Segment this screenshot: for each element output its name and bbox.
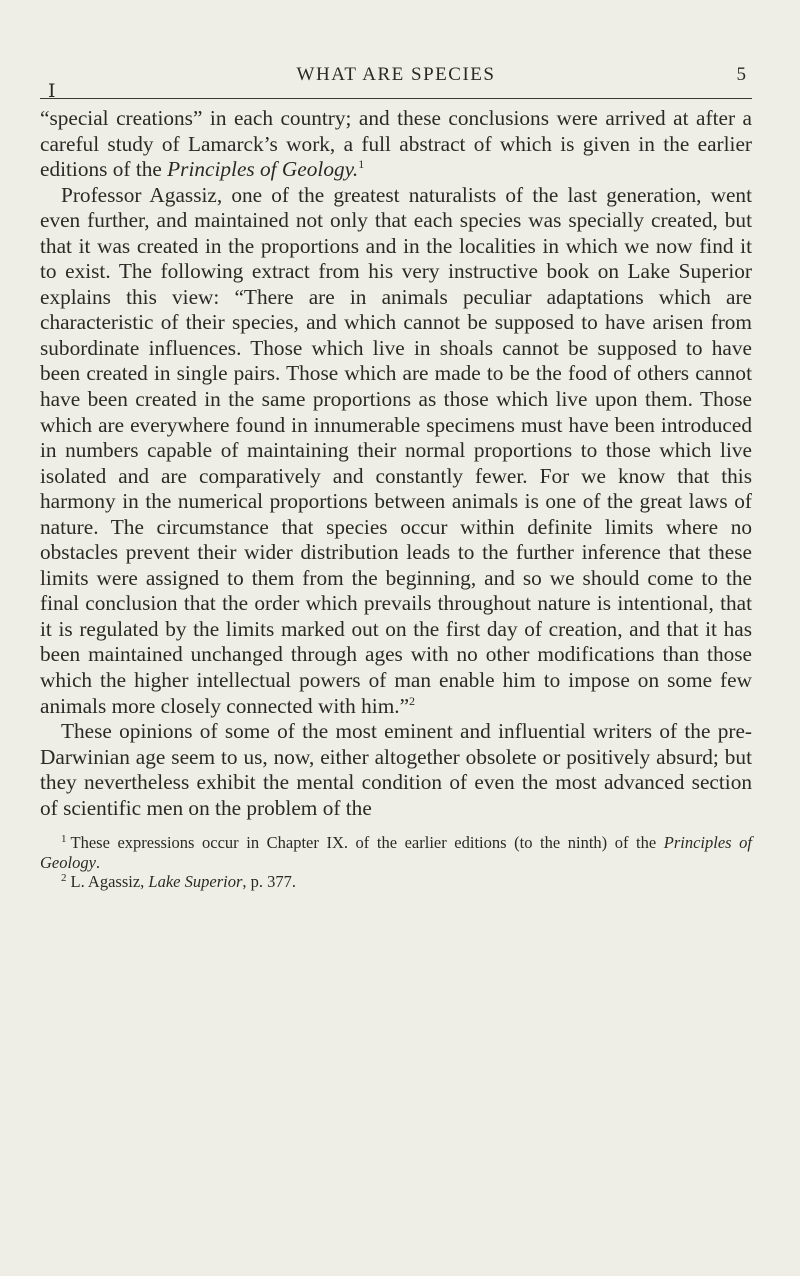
- footnote-1-text: These expressions occur in Chapter IX. of the earlier editions (to the ninth) of the: [70, 833, 664, 853]
- footnote-2-text: L. Agassiz,: [70, 872, 149, 892]
- running-head-title: WHAT ARE SPECIES: [296, 64, 496, 85]
- footnote-1: [40, 833, 752, 872]
- paragraph-2-text: Professor Agassiz, one of the greatest naturalists of the last generation, went even further, and maintained not only that each species was specially created, but that it was created in the proportions and in the localities in which we now find it to exist. The following extract from his very instructive book on Lake Superior explains this view: “There are in animals peculiar adaptations which are characteristic of their species, and which cannot be supposed to have arisen from subordinate influences. Those which live in shoals cannot be supposed to have been created in single pairs. Those which are made to be the food of others cannot have been created in the same proportions as those which live upon them. Those which are everywhere found in innumerable specimens must have been introduced in numbers capable of maintaining their normal proportions to those which live isolated and are comparatively and constantly fewer. For we know that this harmony in the numerical proportions between animals is one of the great laws of nature. The circumstance that species occur within definite limits where no obstacles prevent their wider distribution leads to the further inference that these limits were assigned to them from the beginning, and so we should come to the final conclusion that the order which prevails throughout nature is intentional, that it is regulated by the limits marked out on the first day of creation, and that it has been maintained unchanged through ages with no other modifications than those which the higher intellectual powers of man enable him to impose on some few animals more closely connected with him.”: [40, 182, 752, 718]
- paragraph-3-text: These opinions of some of the most eminent and influential writers of the pre-Darwinian age seem to us, now, either altogether obsolete or positively absurd; but they nevertheless exhibit the mental condition of even the most advanced section of scientific men on the problem of the: [40, 719, 752, 820]
- running-head: [40, 60, 752, 102]
- chapter-number: I: [48, 80, 57, 102]
- footnote-ref-1: 1: [358, 157, 365, 172]
- header-rule: [40, 98, 752, 99]
- footnote-2: [40, 872, 752, 892]
- footnote-1-tail: .: [95, 852, 101, 872]
- footnotes: [40, 833, 752, 892]
- book-page: [40, 60, 752, 892]
- footnote-ref-2: 2: [409, 693, 416, 708]
- paragraph-2: [40, 183, 752, 719]
- paragraph-1-text: “special creations” in each country; and these conclusions were arrived at after a careful study of Lamarck’s work, a full abstract of which is given in the earlier editions of the: [40, 106, 752, 182]
- paragraph-1: [40, 106, 752, 183]
- page-number: 5: [736, 64, 746, 85]
- footnote-2-mark: 2: [61, 872, 67, 885]
- body-text: [40, 106, 752, 821]
- principles-of-geology-title: Principles of Geology.: [167, 157, 359, 182]
- footnote-2-tail: , p. 377.: [242, 872, 296, 892]
- footnote-1-mark: 1: [61, 833, 67, 846]
- footnote-1-italic: Principles of Geology: [40, 833, 752, 872]
- paragraph-3: [40, 719, 752, 821]
- footnote-2-italic: Lake Superior: [148, 872, 243, 892]
